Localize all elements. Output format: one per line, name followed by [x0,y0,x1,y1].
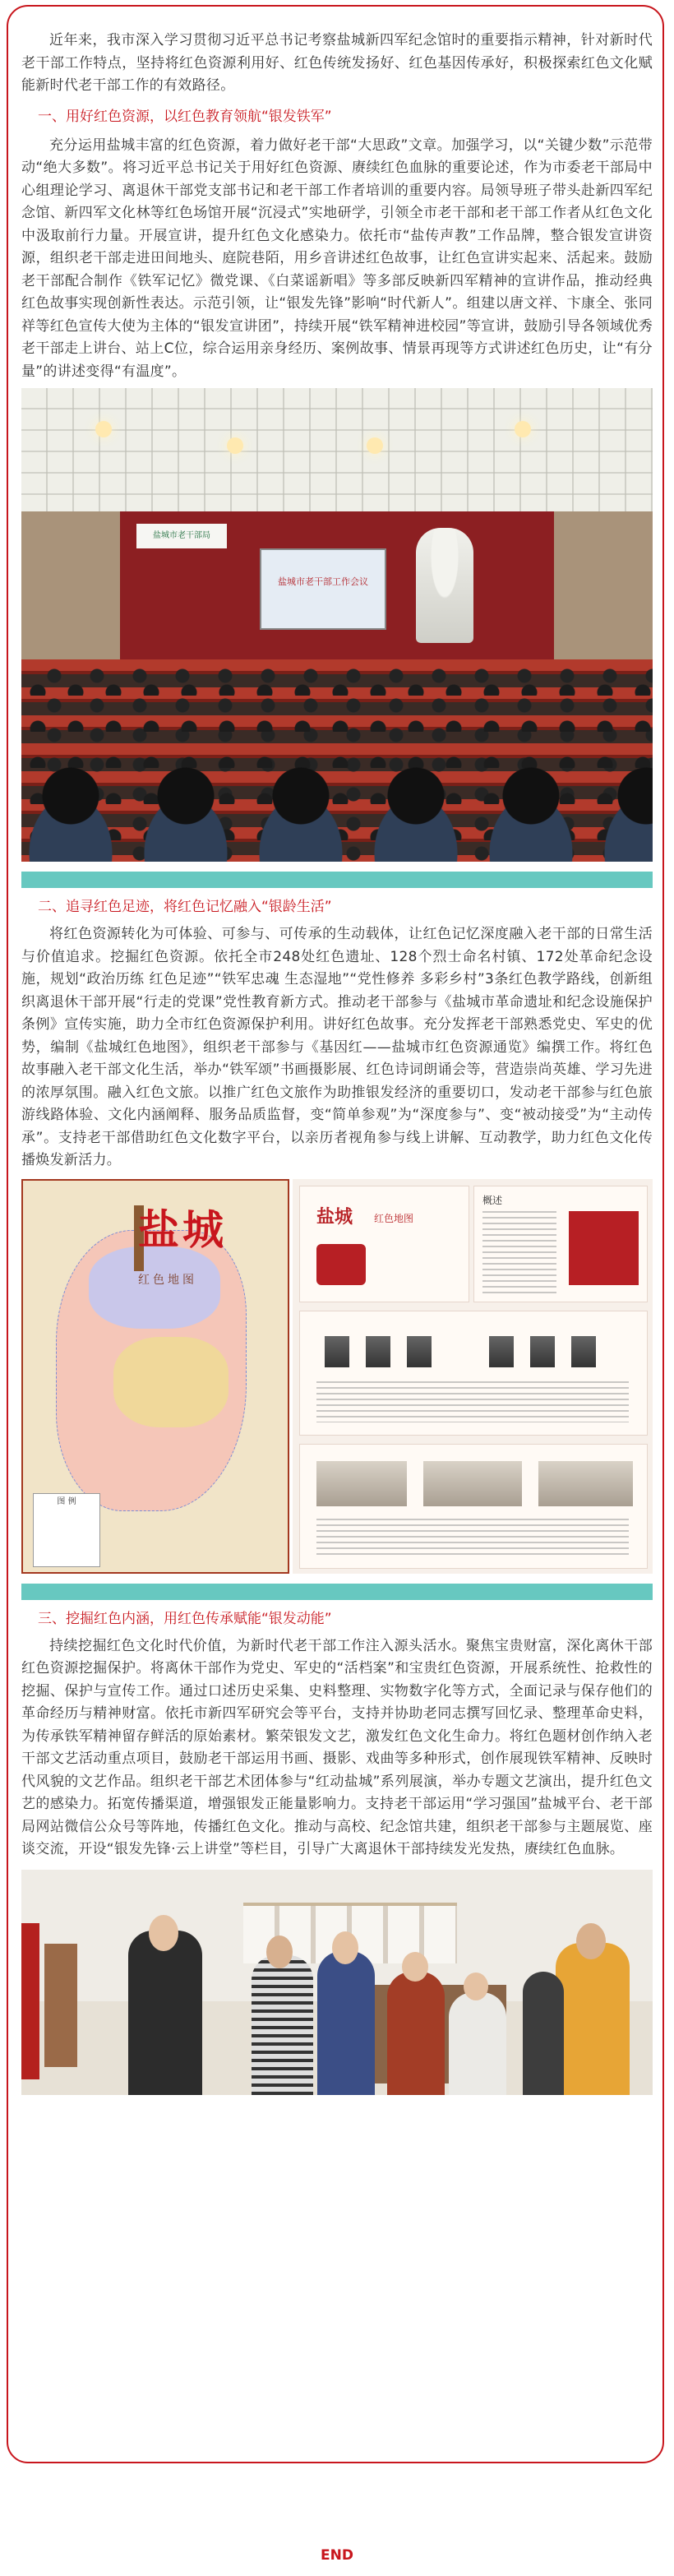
section-divider-2 [21,1584,653,1600]
intro-paragraph: 近年来，我市深入学习贯彻习近平总书记考察盐城新四军纪念馆时的重要指示精神，针对新时代老干部工作特点，坚持将红色资源利用好、红色传统发扬好、红色基因传承好，积极探索红色文化赋能新时代老干部工作的有效路径。 [21,32,653,94]
person-woman-blue [317,1951,375,2095]
person-man [128,1931,202,2095]
section-1-body: 充分运用盐城丰富的红色资源，着力做好老干部“大思政”文章。加强学习，以“关键少数”示范带动“绝大多数”。将习近平总书记关于用好红色资源、赓续红色血脉的重要论述，作为市委老干部局中心组理论学习、离退休干部党支部书记和老干部工作者培训的重要内容。局领导班子带头赴新四军纪念馆、新四军文化林等红色场馆开展“沉浸式”实地研学，引领全市老干部和老干部工作者从红色文化中汲取前行力量。开展宣讲，提升红色文化感染力。依托市“盐传声教”工作品牌，整合银发宣讲资源，组织老干部走进田间地头、庭院巷陌，用乡音讲述红色故事，让红色宣讲实起来、活起来。鼓励老干部配合制作《铁军记忆》微党课、《白菜谣新唱》等多部反映新四军精神的宣讲作品，推动经典红色故事实现创新性表达。示范引领，让“银发先锋”影响“时代新人”。组建以唐文祥、卞康全、张同祥等红色宣传大使为主体的“银发宣讲团”，持续开展“铁军精神进校园”等宣讲，鼓励引导各领域优秀老干部走上讲台、站上C位，综合运用亲身经历、案例故事、情景再现等方式讲述红色历史，让“有分量”的讲述变得“有温度”。 [21,136,653,380]
overview-label: 概述 [482,1194,503,1206]
section-1-heading: 一、用好红色资源，以红色教育领航“银发铁军” [38,108,332,125]
book-cover-subtitle: 红色地图 [374,1212,414,1224]
red-map-collage [21,1179,653,1574]
exhibition-visit-photo [21,1870,653,2095]
section-2-body: 将红色资源转化为可体验、可参与、可传承的生动载体，让红色记忆深度融入老干部的日常生活与价值追求。挖掘红色资源。依托全市248处红色遗址、128个烈士命名村镇、172处革命纪念设施，规划“政治历练 红色足迹”“铁军忠魂 生态湿地”“党性修养 多彩乡村”3条红色教学路线，创新组织离退休干部开展“行走的党课”党性教育新方式。推动老干部参与《盐城市革命遗址和纪念设施保护条例》宣传实施，助力全市红色资源保护利用。讲好红色故事。充分发挥老干部熟悉党史、军史的优势，编制《盐城红色地图》，组织老干部参与《基因红——盐城市红色资源通览》编撰工作。将红色故事融入老干部文化生活，举办“铁军颂”书画摄影展、红色诗词朗诵会等，营造崇尚英雄、学习先进的浓厚氛围。融入红色文旅。以推广红色文旅作为助推银发经济的重要切口，发动老干部参与红色旅游线路体验、文化内涵阐释、服务品质监督，变“简单参观”为“深度参与”、变“被动接受”为“主动传承”。支持老干部借助红色文化数字平台，以亲历者视角参与线上讲解、互动教学，助力红色文化传播焕发新活力。 [21,926,653,1168]
map-legend [33,1493,100,1567]
end-mark: END [321,2547,353,2564]
audience-front-row [21,763,653,862]
statue-figure [416,528,473,643]
section-3-body: 持续挖掘红色文化时代价值，为新时代老干部工作注入源头活水。聚焦宝贵财富，深化离休干部红色资源挖掘保护。将离休干部作为党史、军史的“活档案”和宝贵红色资源，开展系统性、抢救性的挖掘、保护与宣传工作。通过口述历史采集、史料整理、实物数字化等方式，全面记录与保存他们的革命经历与精神财富。依托市新四军研究会等平台，支持并协助老同志撰写回忆录、整理革命史料，为传承铁军精神留存鲜活的原始素材。繁荣银发文艺，激发红色文化生命力。将红色题材创作纳入老干部文艺活动重点项目，鼓励老干部运用书画、摄影、戏曲等多种形式，创作展现铁军精神、反映时代风貌的文艺作品。组织老干部艺术团体参与“红动盐城”系列展演，举办专题文艺演出，提升红色文艺的感染力。拓宽传播渠道，增强银发正能量影响力。支持老干部运用“学习强国”盐城平台、老干部局网站微信公众号等阵地，传播红色文化。推动与高校、纪念馆共建，组织老干部参与主题展览、座谈交流，开设“银发先锋·云上讲堂”等栏目，引导广大离退休干部持续发光发热，赓续红色血脉。 [21,1637,653,1857]
section-divider-1 [21,872,653,888]
section-2-heading: 二、追寻红色足迹，将红色记忆融入“银龄生活” [38,899,332,915]
map-title: 盐城 [138,1205,227,1254]
map-subtitle: 红色地图 [138,1273,197,1287]
section-3-heading: 三、挖掘红色内涵，用红色传承赋能“银发动能” [38,1610,332,1627]
child-red-scarf [387,1972,445,2095]
person-woman-yellow [556,1943,630,2095]
meeting-hall-photo [21,388,653,862]
hall-logo-board: 盐城市老干部局 [136,524,227,548]
book-cover-title: 盐城 [316,1206,353,1228]
legend-title: 图 例 [57,1496,76,1506]
article-content [21,30,653,2095]
child-white-shirt [449,1992,506,2095]
person-woman-striped [252,1955,313,2095]
projection-screen [260,548,386,630]
screen-text: 盐城市老干部工作会议 [278,576,368,587]
map-book-spreads [293,1179,653,1574]
red-map-image [21,1179,289,1574]
